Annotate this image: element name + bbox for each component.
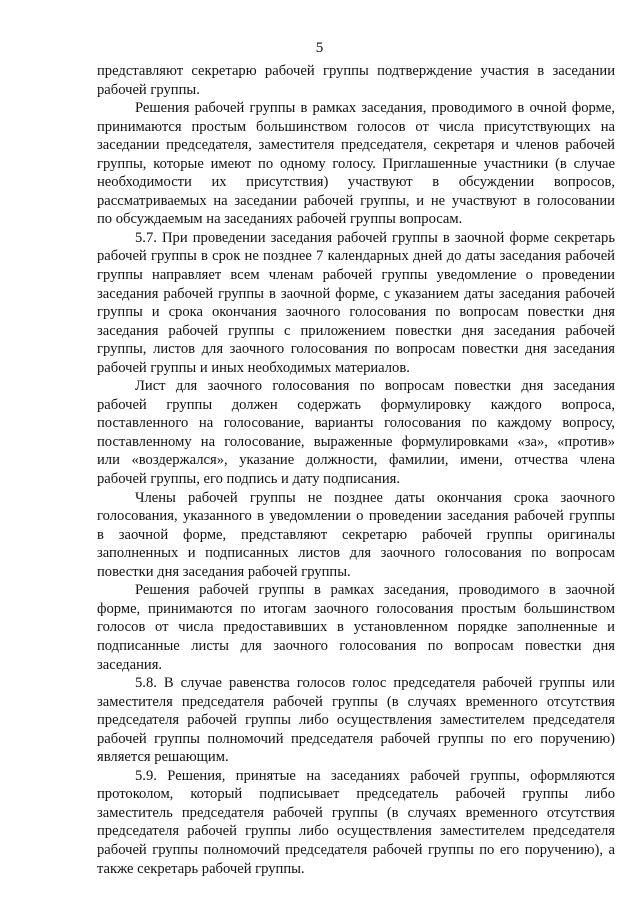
- text-line: подписанные листы для заочного голосования по вопросам повестки дня: [97, 637, 615, 654]
- text-line: рабочей группы полномочий председателя рабочей группы по его поручению): [97, 730, 615, 747]
- text-line: рабочей группы и иных необходимых материалов.: [97, 359, 410, 376]
- text-line: 5.8. В случае равенства голосов голос председателя рабочей группы или: [135, 675, 615, 692]
- text-line: рабочей группы полномочий председателя рабочей группы по его поручению), а: [97, 841, 615, 858]
- text-line: председателя рабочей группы либо осуществления заместителем председателя: [97, 712, 615, 729]
- text-line: форме, принимаются по итогам заочного голосования простым большинством: [97, 600, 615, 617]
- text-line: является решающим.: [97, 749, 229, 766]
- text-line: группы, листов для заочного голосования по вопросам повестки дня заседания: [97, 341, 615, 358]
- text-line: принимаются простым большинством голосов от числа присутствующих на: [97, 118, 615, 135]
- text-line: заседания.: [97, 656, 163, 673]
- text-line: также секретарь рабочей группы.: [97, 860, 305, 877]
- text-line: протоколом, который подписывает председатель рабочей группы либо: [97, 786, 615, 803]
- page-number: 5: [315, 40, 324, 56]
- text-line: или «воздержался», указание должности, фамилии, имени, отчества члена: [97, 452, 615, 469]
- text-line: заседания рабочей группы с приложением повестки дня заседания рабочей: [97, 322, 615, 339]
- text-line: голосования, указанного в уведомлении о проведении заседания рабочей группы: [97, 508, 615, 525]
- text-line: рассматриваемых на заседании рабочей группы, и не участвуют в голосовании: [97, 192, 615, 209]
- text-line: в заочной форме, представляют секретарю рабочей группы оригиналы: [97, 526, 615, 543]
- text-line: Решения рабочей группы в рамках заседания, проводимого в заочной: [135, 582, 615, 599]
- text-line: рабочей группы должен содержать формулировку каждого вопроса,: [97, 396, 615, 413]
- text-line: поставленному на голосование, выраженные формулировками «за», «против»: [97, 433, 615, 450]
- text-line: заместителя председателя рабочей группы (в случаях временного отсутствия: [97, 693, 615, 710]
- text-line: поставленного на голосование, варианты голосования по каждому вопросу,: [97, 415, 615, 432]
- text-line: необходимости их присутствия) участвуют в обсуждении вопросов,: [97, 174, 615, 191]
- text-line: заполненных и подписанных листов для заочного голосования по вопросам: [97, 545, 615, 562]
- text-line: голосов от числа предоставивших в установленном порядке заполненные и: [97, 619, 615, 636]
- text-line: Лист для заочного голосования по вопросам повестки дня заседания: [135, 378, 615, 395]
- text-line: 5.7. При проведении заседания рабочей группы в заочной форме секретарь: [135, 229, 615, 246]
- text-line: повестки дня заседания рабочей группы.: [97, 563, 351, 580]
- text-line: Члены рабочей группы не позднее даты окончания срока заочного: [135, 489, 615, 506]
- text-line: по обсуждаемым на заседаниях рабочей группы вопросам.: [97, 211, 463, 228]
- text-line: Решения рабочей группы в рамках заседания, проводимого в очной форме,: [135, 100, 615, 117]
- text-line: рабочей группы.: [97, 81, 200, 98]
- text-line: группы и срока окончания заочного голосования по вопросам повестки дня: [97, 304, 615, 321]
- document-body: [97, 62, 615, 878]
- text-line: председателя рабочей группы либо осуществления заместителем председателя: [97, 823, 615, 840]
- text-line: заместитель председателя рабочей группы (в случаях временного отсутствия: [97, 804, 615, 821]
- text-line: 5.9. Решения, принятые на заседаниях рабочей группы, оформляются: [135, 767, 615, 784]
- text-line: заседании председателя, заместителя председателя, секретаря и членов рабочей: [97, 137, 615, 154]
- text-line: группы, которые имеют по одному голосу. Приглашенные участники (в случае: [97, 155, 615, 172]
- text-line: заседания рабочей группы в заочной форме, с указанием даты заседания рабочей: [97, 285, 615, 302]
- text-line: рабочей группы, его подпись и дату подписания.: [97, 471, 401, 488]
- text-line: группы направляет всем членам рабочей группы уведомление о проведении: [97, 267, 615, 284]
- text-line: рабочей группы в срок не позднее 7 календарных дней до даты заседания рабочей: [97, 248, 615, 265]
- text-line: представляют секретарю рабочей группы подтверждение участия в заседании: [97, 63, 615, 79]
